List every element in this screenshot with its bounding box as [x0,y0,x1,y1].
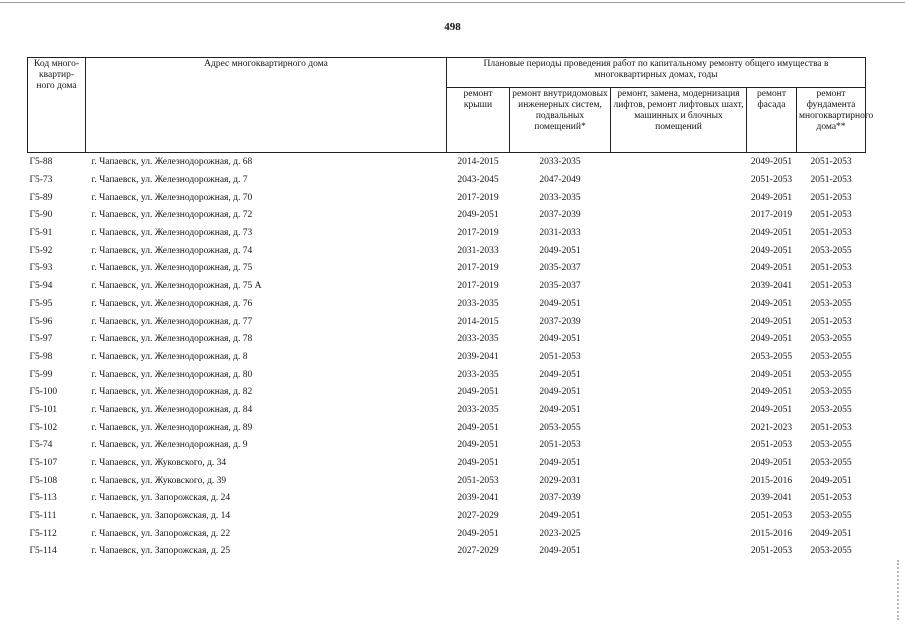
table-header [28,58,874,153]
cell-elevators [611,225,747,243]
cell-address: г. Чапаевск, ул. Запорожская, д. 25 [91,546,231,557]
cell-engineering: 2031-2033 [539,228,581,239]
header-facade: ремонт фасада [747,88,797,153]
cell-elevators [611,331,747,349]
table-row [28,402,866,420]
cell-engineering: 2037-2039 [539,210,581,221]
cell-foundation: 2051-2053 [810,210,852,221]
cell-roof: 2017-2019 [457,263,499,274]
cell-code: Г5-99 [29,369,53,380]
header-code: Код много-квартир-ного дома [28,58,86,153]
cell-engineering: 2035-2037 [539,263,581,274]
cell-engineering: 2051-2053 [539,440,581,451]
table-row [28,189,866,207]
cell-facade: 2051-2053 [750,175,793,186]
cell-address: г. Чапаевск, ул. Железнодорожная, д. 73 [91,228,253,239]
cell-code: Г5-89 [29,192,53,203]
cell-foundation: 2049-2051 [810,475,852,486]
cell-roof: 2039-2041 [457,493,499,504]
cell-code: Г5-114 [29,546,57,557]
cell-elevators [611,490,747,508]
table-row [28,225,866,243]
cell-roof: 2027-2029 [457,511,499,522]
repair-schedule-table [27,57,874,561]
cell-engineering: 2023-2025 [539,528,581,539]
cell-code: Г5-100 [29,387,58,398]
cell-code: Г5-95 [29,298,53,309]
cell-roof: 2031-2033 [457,245,499,256]
table-row [28,296,866,314]
table-body [28,153,866,561]
cell-foundation: 2053-2055 [810,546,852,557]
cell-engineering: 2053-2055 [539,422,581,433]
cell-foundation: 2053-2055 [810,387,852,398]
cell-facade: 2049-2051 [750,387,793,398]
cell-code: Г5-98 [29,351,53,362]
cell-facade: 2049-2051 [750,369,793,380]
cell-foundation: 2051-2053 [810,228,852,239]
cell-address: г. Чапаевск, ул. Железнодорожная, д. 77 [91,316,253,327]
cell-foundation: 2053-2055 [810,334,852,345]
cell-roof: 2033-2035 [457,369,499,380]
cell-address: г. Чапаевск, ул. Железнодорожная, д. 82 [91,387,253,398]
table-row [28,419,866,437]
cell-facade: 2049-2051 [750,263,793,274]
cell-engineering: 2051-2053 [539,351,581,362]
table-row [28,260,866,278]
cell-facade: 2049-2051 [750,334,793,345]
cell-address: г. Чапаевск, ул. Железнодорожная, д. 84 [91,404,253,415]
cell-roof: 2033-2035 [457,298,499,309]
cell-roof: 2049-2051 [457,458,499,469]
cell-address: г. Чапаевск, ул. Железнодорожная, д. 78 [91,334,253,345]
cell-address: г. Чапаевск, ул. Железнодорожная, д. 68 [91,157,253,168]
cell-foundation: 2053-2055 [810,369,852,380]
cell-elevators [611,313,747,331]
cell-engineering: 2033-2035 [539,192,581,203]
cell-roof: 2017-2019 [457,228,499,239]
cell-roof: 2017-2019 [457,281,499,292]
cell-code: Г5-101 [29,404,58,415]
cell-roof: 2049-2051 [457,528,499,539]
table-row [28,349,866,367]
cell-facade: 2051-2053 [750,440,793,451]
cell-code: Г5-90 [29,210,53,221]
cell-facade: 2021-2023 [750,422,793,433]
cell-elevators [611,472,747,490]
cell-foundation: 2051-2053 [810,157,852,168]
header-address: Адрес многоквартирного дома [86,58,447,153]
cell-elevators [611,260,747,278]
cell-code: Г5-108 [29,475,58,486]
cell-elevators [611,207,747,225]
cell-engineering: 2035-2037 [539,281,581,292]
cell-engineering: 2047-2049 [539,175,581,186]
cell-foundation: 2053-2055 [810,245,852,256]
table-row [28,172,866,190]
cell-elevators [611,437,747,455]
cell-elevators [611,172,747,190]
table-row [28,153,866,172]
cell-roof: 2033-2035 [457,334,499,345]
cell-address: г. Чапаевск, ул. Железнодорожная, д. 9 [91,440,248,451]
cell-elevators [611,543,747,561]
cell-roof: 2043-2045 [457,175,499,186]
cell-engineering: 2049-2051 [539,458,581,469]
cell-engineering: 2049-2051 [539,546,581,557]
table-row [28,508,866,526]
header-engineering: ремонт внутридомовых инженерных систем, подвальных помещений* [510,88,611,153]
cell-address: г. Чапаевск, ул. Жуковского, д. 34 [91,458,227,469]
cell-address: г. Чапаевск, ул. Железнодорожная, д. 80 [91,369,253,380]
cell-facade: 2049-2051 [750,228,793,239]
cell-foundation: 2051-2053 [810,192,852,203]
cell-elevators [611,366,747,384]
header-elevators: ремонт, замена, модернизация лифтов, ремонт лифтовых шахт, машинных и блочных помещений [611,88,747,153]
cell-foundation: 2051-2053 [810,422,852,433]
header-foundation: ремонт фундамента многоквартирного дома** [797,88,866,153]
cell-foundation: 2051-2053 [810,316,852,327]
cell-roof: 2049-2051 [457,440,499,451]
cell-facade: 2049-2051 [750,316,793,327]
cell-address: г. Чапаевск, ул. Железнодорожная, д. 75 А [91,281,262,292]
table-row [28,384,866,402]
cell-foundation: 2053-2055 [810,298,852,309]
table-row [28,543,866,561]
cell-address: г. Чапаевск, ул. Железнодорожная, д. 70 [91,192,253,203]
cell-facade: 2039-2041 [750,493,793,504]
cell-engineering: 2049-2051 [539,511,581,522]
cell-facade: 2049-2051 [750,458,793,469]
cell-elevators [611,455,747,473]
cell-address: г. Чапаевск, ул. Железнодорожная, д. 89 [91,422,253,433]
cell-code: Г5-111 [29,511,57,522]
cell-roof: 2014-2015 [457,316,499,327]
cell-foundation: 2053-2055 [810,511,852,522]
table-row [28,525,866,543]
cell-facade: 2049-2051 [750,404,793,415]
table-row [28,366,866,384]
cell-code: Г5-92 [29,245,53,256]
cell-roof: 2033-2035 [457,404,499,415]
cell-roof: 2014-2015 [457,157,499,168]
cell-code: Г5-94 [29,281,53,292]
cell-code: Г5-102 [29,422,58,433]
cell-roof: 2051-2053 [457,475,499,486]
cell-elevators [611,153,747,172]
cell-address: г. Чапаевск, ул. Запорожская, д. 14 [91,511,231,522]
table-row [28,313,866,331]
cell-roof: 2027-2029 [457,546,499,557]
table-row [28,437,866,455]
cell-elevators [611,189,747,207]
cell-roof: 2049-2051 [457,210,499,221]
cell-code: Г5-91 [29,228,53,239]
table-row [28,331,866,349]
cell-engineering: 2049-2051 [539,334,581,345]
cell-foundation: 2053-2055 [810,404,852,415]
cell-engineering: 2049-2051 [539,245,581,256]
cell-roof: 2017-2019 [457,192,499,203]
cell-elevators [611,242,747,260]
cell-foundation: 2053-2055 [810,351,852,362]
cell-foundation: 2053-2055 [810,458,852,469]
cell-facade: 2051-2053 [750,511,793,522]
cell-address: г. Чапаевск, ул. Железнодорожная, д. 8 [91,351,248,362]
table-row [28,490,866,508]
cell-engineering: 2049-2051 [539,387,581,398]
cell-elevators [611,402,747,420]
cell-elevators [611,278,747,296]
cell-elevators [611,384,747,402]
cell-foundation: 2051-2053 [810,281,852,292]
cell-facade: 2053-2055 [750,351,793,362]
cell-engineering: 2033-2035 [539,157,581,168]
cell-engineering: 2049-2051 [539,298,581,309]
cell-code: Г5-73 [29,175,53,186]
cell-code: Г5-97 [29,334,53,345]
cell-foundation: 2053-2055 [810,440,852,451]
table-row [28,278,866,296]
cell-address: г. Чапаевск, ул. Жуковского, д. 39 [91,475,227,486]
cell-code: Г5-107 [29,458,58,469]
cell-facade: 2049-2051 [750,157,793,168]
cell-engineering: 2029-2031 [539,475,581,486]
cell-engineering: 2037-2039 [539,493,581,504]
scan-artifact [887,560,899,620]
cell-address: г. Чапаевск, ул. Железнодорожная, д. 7 [91,175,248,186]
cell-address: г. Чапаевск, ул. Железнодорожная, д. 74 [91,245,253,256]
cell-address: г. Чапаевск, ул. Железнодорожная, д. 76 [91,298,253,309]
cell-code: Г5-112 [29,528,57,539]
cell-code: Г5-88 [29,157,53,168]
cell-facade: 2051-2053 [750,546,793,557]
cell-elevators [611,349,747,367]
cell-code: Г5-74 [29,440,53,451]
cell-elevators [611,296,747,314]
table-row [28,242,866,260]
cell-foundation: 2051-2053 [810,263,852,274]
top-scan-rule [0,2,905,3]
cell-foundation: 2049-2051 [810,528,852,539]
cell-facade: 2015-2016 [750,528,793,539]
cell-facade: 2017-2019 [750,210,793,221]
header-periods: Плановые периоды проведения работ по капитальному ремонту общего имущества в многоквартирных домах, годы [447,58,866,88]
header-roof: ремонт крыши [447,88,510,153]
table-row [28,455,866,473]
table-row [28,472,866,490]
cell-facade: 2039-2041 [750,281,793,292]
cell-code: Г5-96 [29,316,53,327]
cell-elevators [611,508,747,526]
cell-roof: 2049-2051 [457,422,499,433]
cell-engineering: 2037-2039 [539,316,581,327]
table-row [28,207,866,225]
cell-facade: 2015-2016 [750,475,793,486]
cell-address: г. Чапаевск, ул. Железнодорожная, д. 75 [91,263,253,274]
cell-facade: 2049-2051 [750,192,793,203]
cell-facade: 2049-2051 [750,245,793,256]
repair-schedule-table-wrap [27,57,874,561]
page-number: 498 [444,21,461,33]
cell-address: г. Чапаевск, ул. Запорожская, д. 22 [91,528,231,539]
cell-foundation: 2051-2053 [810,493,852,504]
cell-roof: 2049-2051 [457,387,499,398]
cell-foundation: 2051-2053 [810,175,852,186]
cell-elevators [611,419,747,437]
cell-code: Г5-113 [29,493,57,504]
cell-engineering: 2049-2051 [539,404,581,415]
cell-code: Г5-93 [29,263,53,274]
cell-address: г. Чапаевск, ул. Железнодорожная, д. 72 [91,210,253,221]
cell-roof: 2039-2041 [457,351,499,362]
cell-address: г. Чапаевск, ул. Запорожская, д. 24 [91,493,231,504]
cell-facade: 2049-2051 [750,298,793,309]
cell-elevators [611,525,747,543]
cell-engineering: 2049-2051 [539,369,581,380]
